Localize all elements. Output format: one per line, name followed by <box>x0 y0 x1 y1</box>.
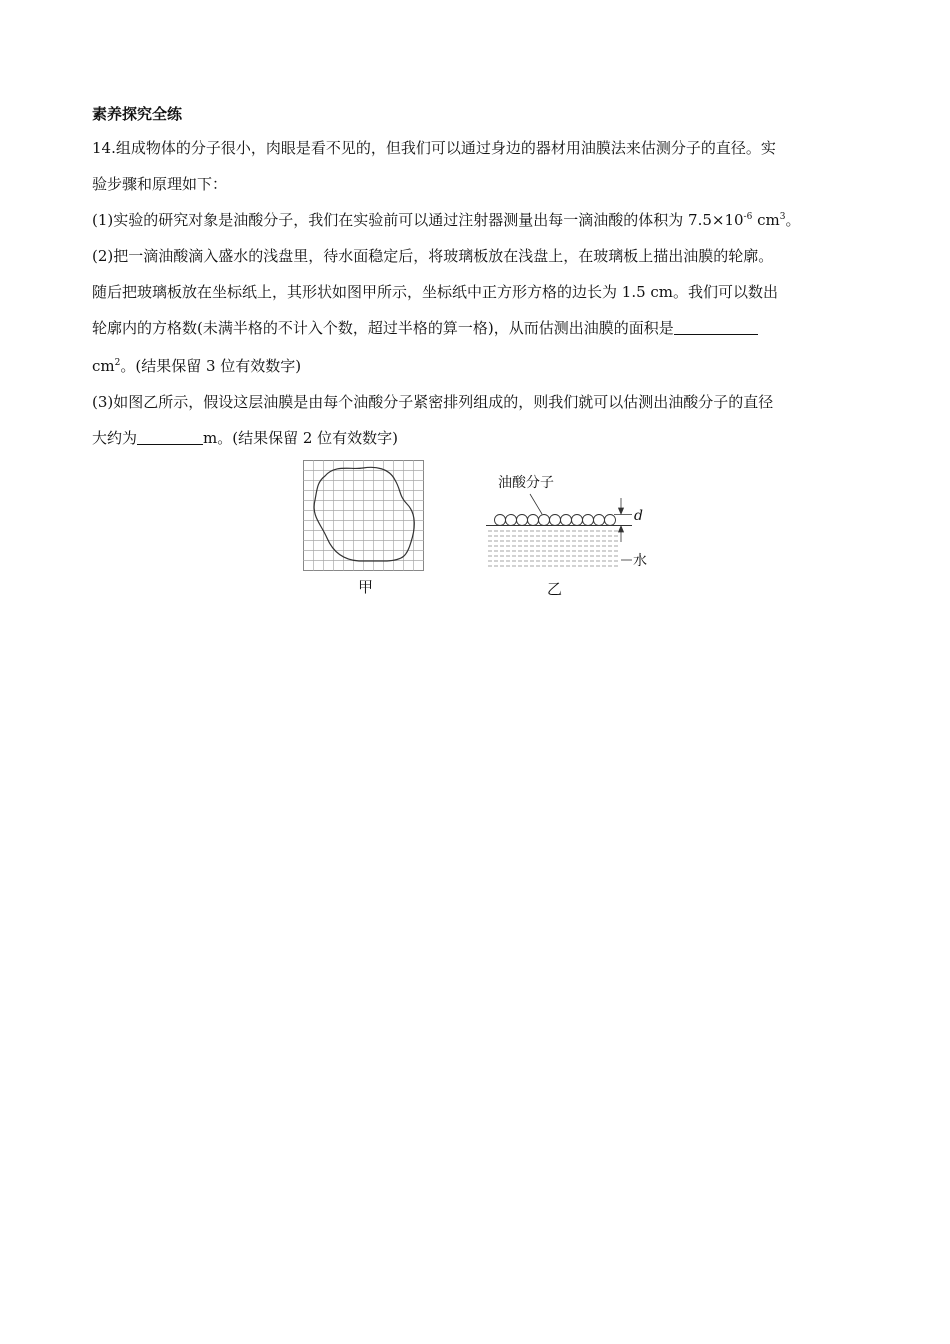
question-line-1: 14.组成物体的分子很小，肉眼是看不见的，但我们可以通过身边的器材用油膜法来估测分子的直径。实 <box>92 139 776 157</box>
area-answer-blank[interactable] <box>674 320 758 335</box>
step-2-note: 。(结果保留 3 位有效数字) <box>120 357 302 375</box>
area-unit: cm <box>92 357 115 375</box>
step-2-line-2: 随后把玻璃板放在坐标纸上，其形状如图甲所示，坐标纸中正方形方格的边长为 1.5 cm。我们可以数出 <box>92 283 779 301</box>
diameter-answer-blank[interactable] <box>137 430 203 445</box>
thickness-label: d <box>634 508 643 524</box>
step-2-line-3 <box>92 318 758 338</box>
step-2-line-3-text: 轮廓内的方格数(未满半格的不计入个数，超过半格的算一格)，从而估测出油膜的面积是 <box>92 319 674 337</box>
section-title: 素养探究全练 <box>92 105 183 123</box>
step-1-unit-exponent: 3 <box>779 212 786 222</box>
area-unit-exponent: 2 <box>114 358 121 368</box>
step-1 <box>92 210 800 230</box>
question-line-2: 验步骤和原理如下： <box>92 175 228 193</box>
water-label: 水 <box>633 553 647 569</box>
step-3-line-1: (3)如图乙所示，假设这层油膜是由每个油酸分子紧密排列组成的，则我们就可以估测出油酸分子的直径 <box>92 393 774 411</box>
step-1-text: (1)实验的研究对象是油酸分子，我们在实验前可以通过注射器测量出每一滴油酸的体积为 7.5×10 <box>92 211 744 229</box>
step-3-line-2 <box>92 428 398 448</box>
step-3-line-2-rest: m。(结果保留 2 位有效数字) <box>203 429 399 447</box>
step-1-unit: cm <box>752 211 780 229</box>
step-3-line-2-start: 大约为 <box>92 429 138 447</box>
figure-b-monolayer <box>484 490 644 570</box>
step-2-line-4 <box>92 356 301 376</box>
figure-a-grid-outline <box>303 460 425 572</box>
step-1-exponent: -6 <box>743 212 753 222</box>
step-1-end: 。 <box>785 211 801 229</box>
figure-a-caption: 甲 <box>358 578 374 596</box>
step-2-line-1: (2)把一滴油酸滴入盛水的浅盘里，待水面稳定后，将玻璃板放在浅盘上，在玻璃板上描出油膜的轮廓。 <box>92 247 774 265</box>
molecule-label: 油酸分子 <box>498 475 554 491</box>
figure-b-caption: 乙 <box>547 580 563 598</box>
